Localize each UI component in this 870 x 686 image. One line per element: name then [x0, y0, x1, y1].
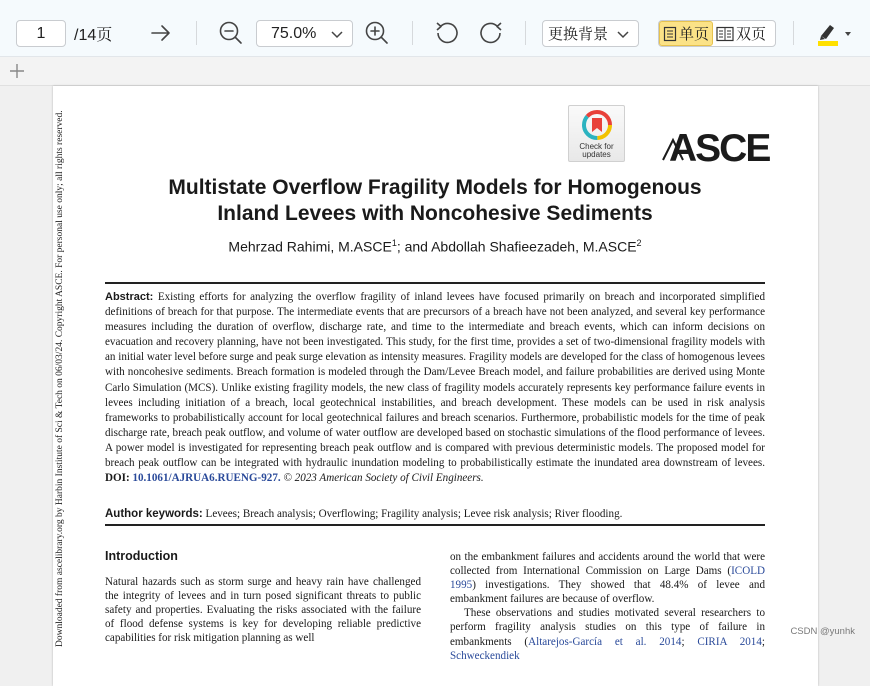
- intro-paragraph: Natural hazards such as storm surge and heavy rain have challenged the integrity of levees and in turn posed significant threats to public safety and properties. Evaluating the risks associated with the failure of flood defense systems is key for developing reliable predictive capabilities for risk mitigation planning as well: [105, 576, 421, 645]
- page-view-toggle: [658, 20, 776, 47]
- document-viewer[interactable]: [0, 86, 870, 662]
- page-total-label: /14页: [74, 27, 113, 44]
- side-download-note: [53, 110, 67, 647]
- author-keywords: [105, 508, 765, 520]
- author-1-affil: 1: [391, 238, 397, 248]
- arrow-right-icon: [150, 22, 172, 44]
- ref-separator: ;: [761, 635, 765, 648]
- double-page-label: 双页: [736, 26, 767, 43]
- right-p1-text-a: on the embankment failures and accidents around the world that were collected from International Commission on Large Dams (: [450, 551, 765, 578]
- check-updates-label: Check for updates: [579, 142, 614, 159]
- single-page-button[interactable]: [659, 21, 713, 46]
- pdf-page: [53, 86, 818, 686]
- toolbar-divider: [793, 21, 794, 45]
- copyright: © 2023 American Society of Civil Engineers.: [283, 472, 484, 485]
- keywords-list: Levees; Breach analysis; Overflowing; Fragility analysis; Levee risk analysis; River flooding.: [205, 508, 623, 520]
- right-paragraph-1: [450, 550, 765, 606]
- right-p2-text-a: These observations and studies motivated several researchers to perform fragility analysis studies on this type of failure in embankments (: [450, 607, 765, 648]
- zoom-out-button[interactable]: [216, 18, 246, 48]
- title-line-2: Inland Levees with Noncohesive Sediments: [217, 202, 653, 225]
- page-number-input[interactable]: 1: [16, 20, 66, 47]
- chevron-down-icon: [330, 27, 344, 41]
- svg-text:ASCE: ASCE: [669, 127, 770, 170]
- chevron-down-icon: [616, 27, 630, 41]
- single-page-label: 单页: [679, 26, 710, 43]
- zoom-in-icon: [364, 20, 390, 46]
- author-2-affil: 2: [636, 238, 642, 248]
- abstract-top-rule: [105, 282, 765, 284]
- rotate-right-button[interactable]: [476, 18, 506, 48]
- zoom-value: 75.0%: [271, 24, 317, 42]
- side-note-text: Downloaded from ascelibrary.org by Harbin Institute of Sci & Tech on 06/03/24. Copyright ASCE. For personal use only; all rights reserved.: [55, 110, 65, 647]
- title-line-1: Multistate Overflow Fragility Models for Homogenous: [168, 176, 702, 199]
- caret-down-icon: [843, 29, 853, 39]
- ref-separator: ;: [681, 635, 698, 648]
- rotate-left-button[interactable]: [432, 18, 462, 48]
- toolbar-divider: [196, 21, 197, 45]
- csdn-watermark: CSDN @yunhk: [790, 626, 855, 637]
- ref-altarejos-2014[interactable]: Altarejos-García et al. 2014: [528, 635, 682, 648]
- highlighter-button[interactable]: [815, 20, 855, 47]
- abstract-bottom-rule: [105, 524, 765, 526]
- right-paragraph-2: [450, 606, 765, 662]
- abstract: [105, 290, 765, 486]
- zoom-out-icon: [218, 20, 244, 46]
- double-page-button[interactable]: [713, 21, 769, 46]
- viewer-toolbar: [0, 0, 870, 57]
- rotate-left-icon: [434, 20, 460, 46]
- zoom-in-button[interactable]: [362, 18, 392, 48]
- introduction-heading: Introduction: [105, 549, 178, 563]
- ref-ciria-2014[interactable]: CIRIA 2014: [697, 635, 762, 648]
- tab-bar: [0, 57, 870, 86]
- authors: [105, 238, 765, 255]
- asce-logo: [663, 126, 770, 170]
- doi-label: DOI:: [105, 472, 130, 485]
- background-select[interactable]: [542, 20, 639, 47]
- ref-schweckendiek[interactable]: Schweckendiek: [450, 649, 520, 662]
- ref-icold-1995[interactable]: ICOLD 1995: [450, 565, 765, 592]
- zoom-select[interactable]: [256, 20, 353, 47]
- abstract-label: Abstract:: [105, 291, 154, 303]
- highlighter-icon: [817, 21, 839, 47]
- check-for-updates-badge[interactable]: [568, 105, 625, 162]
- background-label: 更换背景: [548, 26, 609, 43]
- check-updates-icon: [581, 109, 613, 141]
- author-separator: ; and Abdollah Shafieezadeh, M.ASCE: [396, 238, 637, 255]
- toolbar-divider: [525, 21, 526, 45]
- next-page-button[interactable]: [146, 18, 176, 48]
- right-p1-text-b: ) investigations. They showed that 48.4% of levee and embankment failures are because of overflow.: [450, 579, 765, 606]
- double-page-icon: [716, 26, 734, 42]
- abstract-body: Existing efforts for analyzing the overflow fragility of inland levees have focused primarily on breach and incorporated simplified definitions of breach for that purpose. The intermediate events that are precursors of a breach have not been analyzed, and several key performance measures including the duration of overflow, discharge rate, and time to the intermediate and breach events, which can inform decisions on evacuation and recovery planning, have not been investigated. This study, for the first time, provides a set of two-dimensional fragility models with an initial water level before surge and peak surge elevation as intensity measures. Fragility models are developed for the class of homogenous levees with noncohesive sediments. Breach formation is modeled through the Dam/Levee Breach model, and failure probabilities are derived using Monte Carlo Simulation (MCS). Unlike existing fragility models, the new class of fragility models accurately represents key performance failure events in levees including initiation of a breach, local geotechnical instabilities, and breach development. These models can be used in risk analysis frameworks to probabilistically account for local geotechnical failures and breach scenarios. Furthermore, probabilistic models for the time of peak discharge rate, breach peak outflow, and volume of water outflow are developed based on stochastic simulations of the flood performance of levees. A power model is investigated for representing breach peak outflow and is compared with previous deterministic models. The proposed model for breach peak outflow can be integrated with hydraulic inundation modeling to probabilistically estimate the inundated area downstream of levees.: [105, 291, 765, 470]
- toolbar-divider: [412, 21, 413, 45]
- author-1: Mehrzad Rahimi, M.ASCE: [228, 238, 392, 255]
- add-tab-icon[interactable]: [8, 62, 26, 80]
- doi-link[interactable]: 10.1061/AJRUA6.RUENG-927.: [132, 472, 281, 485]
- left-column-text: [105, 575, 421, 645]
- right-column-text: [450, 550, 765, 663]
- single-page-icon: [663, 26, 677, 42]
- rotate-right-icon: [478, 20, 504, 46]
- paper-title: [105, 175, 765, 227]
- keywords-label: Author keywords:: [105, 508, 203, 520]
